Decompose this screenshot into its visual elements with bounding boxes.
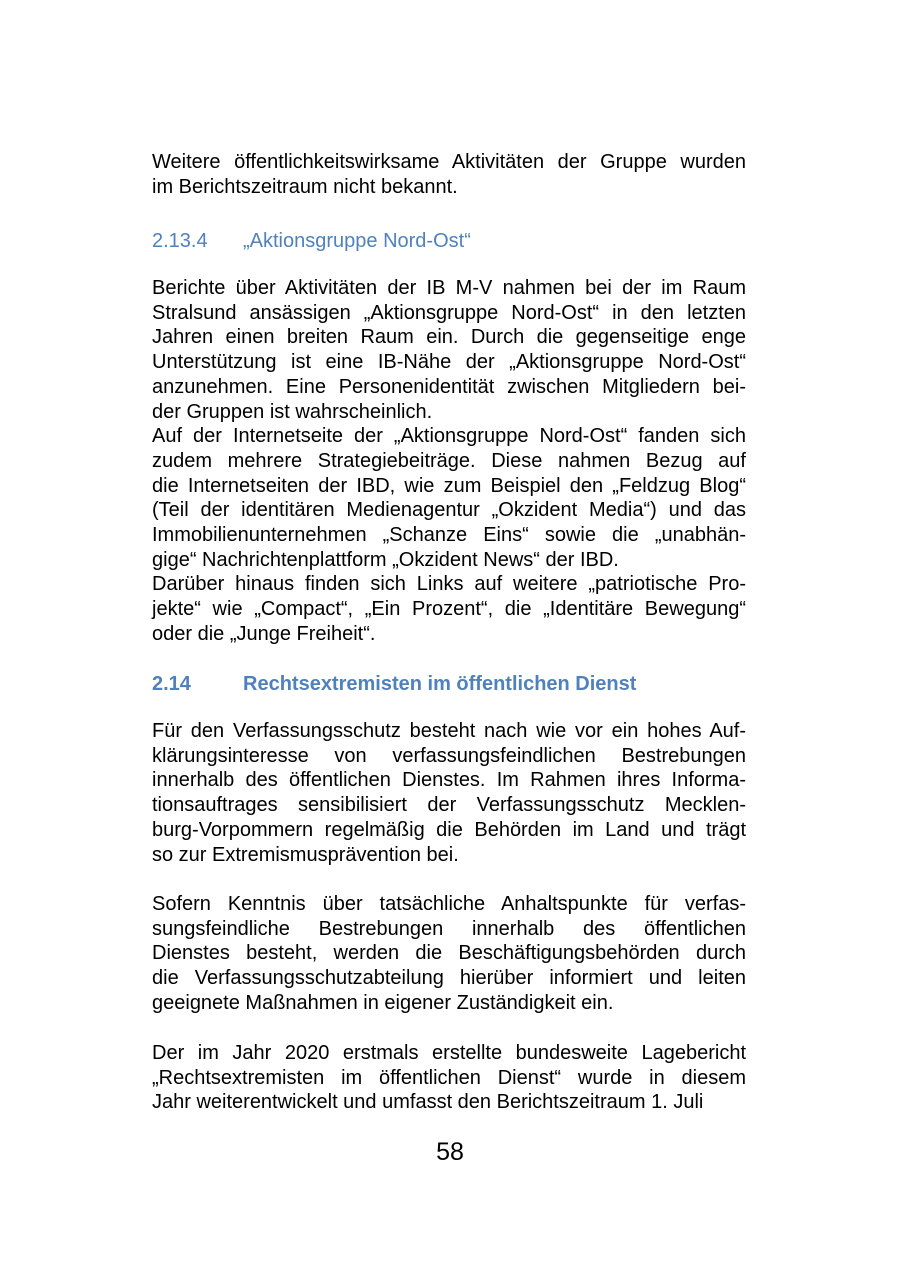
text-line: innerhalb des öffentlichen Dienstes. Im Rahmen ihres Informa- [152,769,746,792]
section-number: 2.14 [152,673,191,695]
paragraph [152,892,746,1016]
text-line: Stralsund ansässigen „Aktionsgruppe Nord-Ost“ in den letzten [152,301,746,324]
text-line: Dienstes besteht, werden die Beschäftigungsbehörden durch [152,942,746,965]
text-line: gige“ Nachrichtenplattform „Okzident News“ der IBD. [152,548,619,571]
text-line: Weitere öffentlichkeitswirksame Aktivitäten der Gruppe wurden [152,151,746,173]
text-line: der Gruppen ist wahrscheinlich. [152,400,433,423]
text-line: Sofern Kenntnis über tatsächliche Anhaltspunkte für verfas- [152,893,746,915]
text-line: Für den Verfassungsschutz besteht nach wie vor ein hohes Auf- [152,720,746,742]
text-line: geeignete Maßnahmen in eigener Zuständigkeit ein. [152,991,614,1014]
text-line: oder die „Junge Freiheit“. [152,622,376,645]
page-number: 58 [436,1138,464,1166]
text-line: Immobilienunternehmen „Schanze Eins“ sowie die „unabhän- [152,524,746,547]
text-line: Auf der Internetseite der „Aktionsgruppe Nord-Ost“ fanden sich [152,425,746,448]
text-line: tionsauftrages sensibilisiert der Verfassungsschutz Mecklen- [152,794,746,817]
paragraph [152,276,746,647]
text-line: Berichte über Aktivitäten der IB M-V nahmen bei der im Raum [152,277,746,299]
text-line: Unterstützung ist eine IB-Nähe der „Aktionsgruppe Nord-Ost“ [152,351,746,374]
text-line: so zur Extremismusprävention bei. [152,843,459,866]
text-line: die Verfassungsschutzabteilung hierüber informiert und leiten [152,967,746,990]
text-line: „Rechtsextremisten im öffentlichen Dienst“ wurde in diesem [152,1066,746,1089]
section-heading-2-14 [152,672,636,696]
text-line: anzunehmen. Eine Personenidentität zwischen Mitgliedern bei- [152,375,746,398]
text-line: die Internetseiten der IBD, wie zum Beispiel den „Feldzug Blog“ [152,474,746,497]
text-line: burg-Vorpommern regelmäßig die Behörden im Land und trägt [152,818,746,841]
text-line: Der im Jahr 2020 erstmals erstellte bundesweite Lagebericht [152,1042,746,1064]
paragraph [152,1041,746,1115]
section-title: „Aktionsgruppe Nord-Ost“ [243,230,471,252]
section-number: 2.13.4 [152,230,208,252]
text-line: im Berichtszeitraum nicht bekannt. [152,175,458,198]
text-line: (Teil der identitären Medienagentur „Okzident Media“) und das [152,499,746,522]
section-title: Rechtsextremisten im öffentlichen Dienst [243,673,637,695]
paragraph [152,150,746,199]
text-line: jekte“ wie „Compact“, „Ein Prozent“, die „Identitäre Bewegung“ [152,598,746,621]
text-line: zudem mehrere Strategiebeiträge. Diese nahmen Bezug auf [152,449,746,472]
text-line: Jahren einen breiten Raum ein. Durch die gegenseitige enge [152,326,746,349]
text-line: sungsfeindliche Bestrebungen innerhalb des öffentlichen [152,917,746,940]
text-line: Darüber hinaus finden sich Links auf weitere „patriotische Pro- [152,573,746,596]
text-line: Jahr weiterentwickelt und umfasst den Berichtszeitraum 1. Juli [152,1091,704,1114]
paragraph [152,719,746,867]
section-heading-2-13-4 [152,229,471,253]
text-line: klärungsinteresse von verfassungsfeindlichen Bestrebungen [152,744,746,767]
